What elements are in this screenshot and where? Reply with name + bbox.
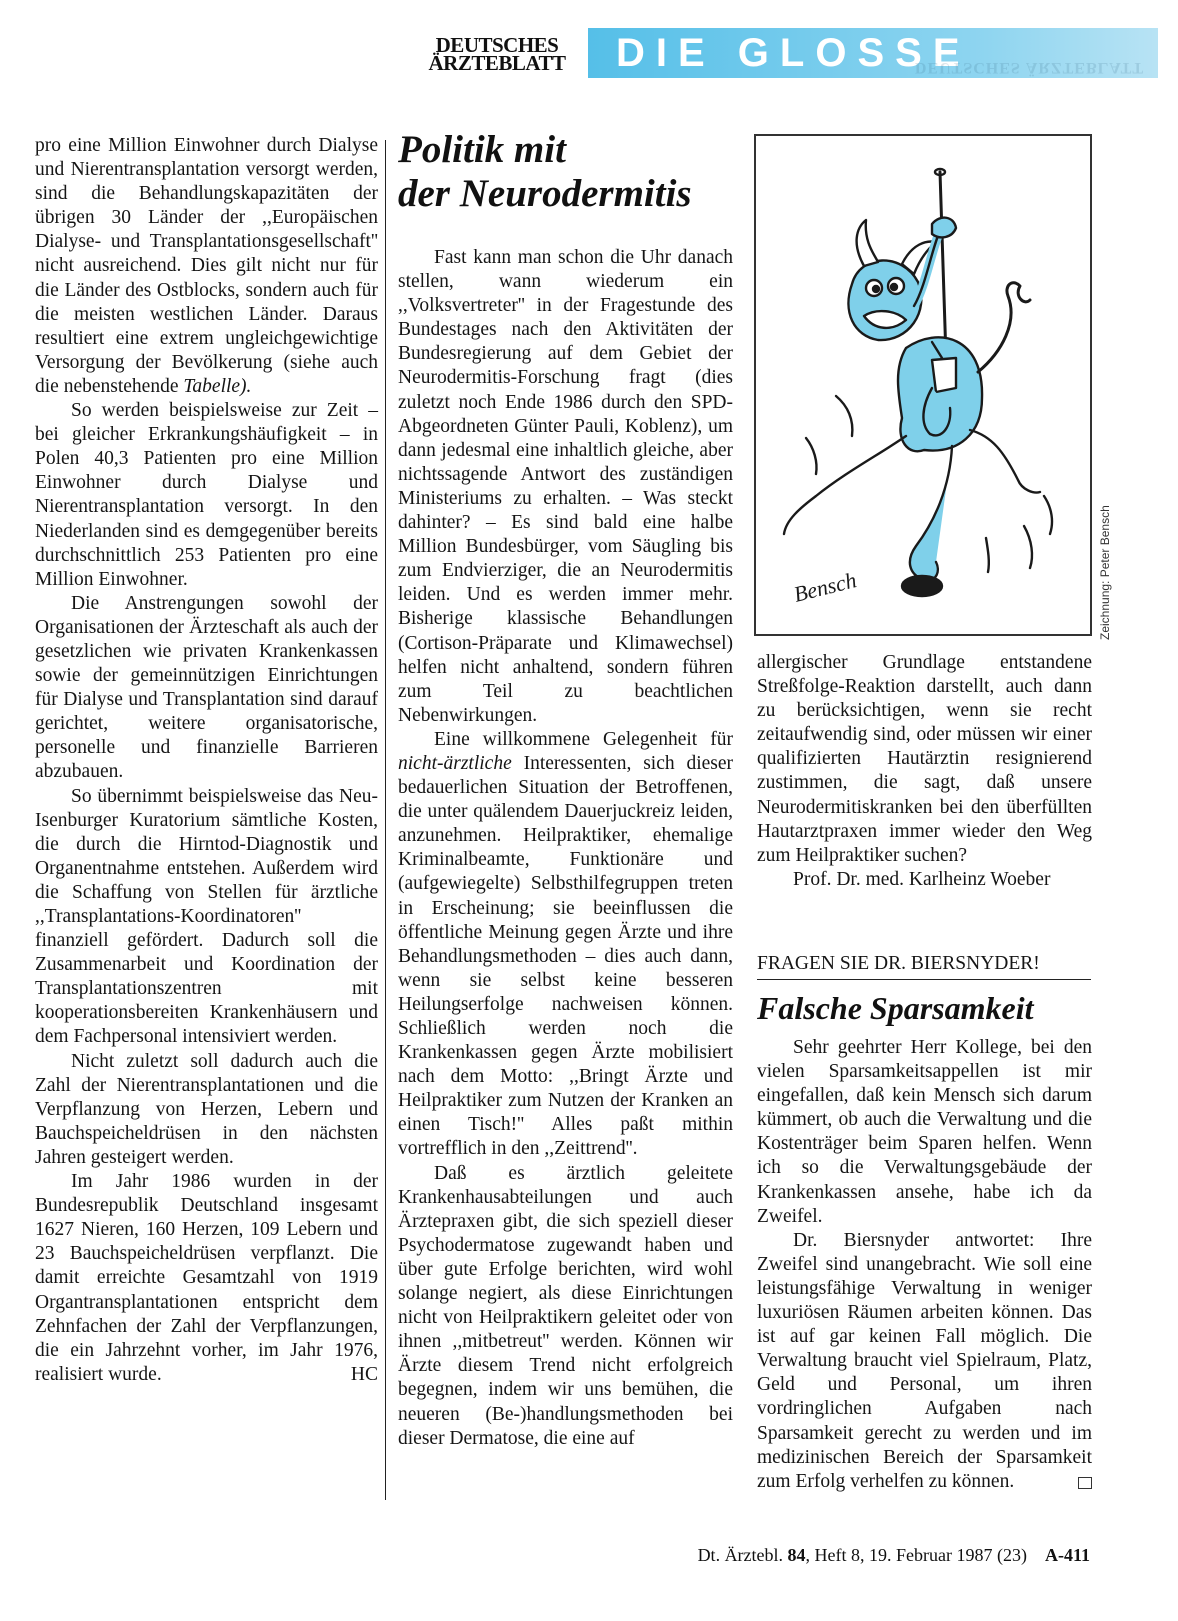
page-footer <box>600 1544 1090 1566</box>
footer-volume: 84 <box>787 1545 806 1565</box>
end-mark-icon <box>1078 1477 1092 1489</box>
devil-drawing <box>756 136 1090 634</box>
column-left-paragraph: Die Anstrengungen sowohl der Organisationen der Ärzteschaft als auch der gesetzlichen wie privaten Krankenkassen sowie der gemeinnützigen Einrichtungen für Dialyse und Transplantation sind darauf gerichtet, weitere organisatorische, personelle und finanzielle Barrieren abzubauen. <box>35 592 378 783</box>
banner-show-through: DEUTSCHES ÄRZTEBLATT <box>914 59 1144 76</box>
logo-line-1: DEUTSCHES <box>435 33 559 57</box>
column-left <box>35 134 378 1387</box>
article-paragraph: Daß es ärztlich geleitete Krankenhausabteilungen und auch Ärztepraxen gibt, die sich speziell dieser Psychodermatose zugewandt haben und über gute Erfolge berichten, wird wohl solange negiert, als diese Einrichtungen nicht von Heilpraktikern geleitet oder von ihnen ,,mitbetreut'' werden. Können wir Ärzte diesem Trend nicht erfolgreich begegnen, indem wir uns bemühen, die neueren (Be-)handlungsmethoden bei dieser Dermatose, die eine auf <box>398 1162 733 1449</box>
article-kicker: FRAGEN SIE DR. BIERSNYDER! <box>757 952 1091 980</box>
article-headline <box>398 128 743 216</box>
illustration-credit-text: Zeichnung: Peter Bensch <box>1098 505 1112 640</box>
article-paragraph: allergischer Grundlage entstandene Streßfolge-Reaktion darstellt, auch dann zu berücksichtigen, wenn sie recht zeitaufwendig sind, oder müssen wir einer qualifizierten Hautärztin resignierend zustimmen, die sagt, daß unsere Neurodermitiskranken bei den überfüllten Hautarztpraxen immer wieder den Weg zum Heilpraktiker suchen? <box>757 652 1092 866</box>
emphasis-text: nicht-ärztliche <box>398 752 512 774</box>
column-right-continuation <box>757 651 1092 892</box>
column-left-paragraph: pro eine Million Einwohner durch Dialyse und Nierentransplantation versorgt werden, sind die Behandlungskapazitäten der übrigen 30 Länder der ,,Europäischen Dialyse- und Transplantationsgesellschaft'' nicht ausreichend. Dies gilt nicht nur für die Länder des Ostblocks, sondern auch für die meisten westlichen Länder. Daraus resultiert eine extrem ungleichgewichtige Versorgung der Bevölkerung (siehe auch die nebenstehende Tabelle). <box>35 135 378 397</box>
footer-journal: Dt. Ärztebl. <box>697 1545 784 1565</box>
footer-page-number: A-411 <box>1045 1545 1090 1565</box>
table-reference: Tabelle). <box>183 375 252 397</box>
headline-line-2: der Neurodermitis <box>398 172 692 215</box>
masthead <box>412 28 1158 80</box>
headline-line-1: Politik mit <box>398 128 566 171</box>
logo-line-2: ÄRZTEBLATT <box>428 51 566 75</box>
article-paragraph: Fast kann man schon die Uhr danach stellen, wann wiederum ein ,,Volksvertreter'' in der Fragestunde des Bundestages nach den Aktivitäten der Bundesregierung auf dem Gebiet der Neurodermitis-Forschung fragt (dies zuletzt noch Ende 1986 durch den SPD-Abgeordneten Günter Pauli, Koblenz), um dann jedesmal eine inhaltlich gleiche, aber nichtssagende Antwort des zuständigen Ministeriums zu erhalten. – Was steckt dahinter? – Es sind bald eine halbe Million Bundesbürger, vom Säugling bis zum Endvierziger, die an Neurodermitis leiden. Und es werden immer mehr. Bisherige klassische Behandlungen (Cortison-Präparate und Klimawechsel) helfen nicht anhaltend, sondern führen zum Teil zu beachtlichen Nebenwirkungen. <box>398 247 733 726</box>
author-initials: HC <box>350 1363 378 1385</box>
column-left-paragraph: Nicht zuletzt soll dadurch auch die Zahl der Nierentransplantationen und die Verpflanzung von Herzen, Lebern und Bauchspeicheldrüsen in den nächsten Jahren gesteigert werden. <box>35 1050 378 1168</box>
column-right-article <box>757 1036 1092 1494</box>
article-paragraph: Eine willkommene Gelegenheit für nicht-ärztliche Interessenten, sich dieser bedauerlichen Situation der Betroffenen, die unter quälendem Dauerjuckreiz leiden, anzunehmen. Heilpraktiker, ehemalige Kriminalbeamte, Funktionäre und (aufgewiegelte) Selbsthilfegruppen treten in Erscheinung; sie beeinflussen die öffentliche Meinung gegen Ärzte und ihre Behandlungsmethoden – dies auch dann, wenn sie selbst keine besseren Heilungserfolge nachweisen können. Schließlich werden noch die Krankenkassen gegen Ärzte mobilisiert nach dem Motto: ,,Bringt Ärzte und Heilpraktiker zum Nutzen der Kranken an einen Tisch!'' Alles paßt mithin vortrefflich in den ,,Zeittrend''. <box>398 728 734 1160</box>
column-left-paragraph: So werden beispielsweise zur Zeit – bei gleicher Erkrankungshäufigkeit – in Polen 40,3 Patienten pro eine Million Einwohner durch Dialyse und Nierentransplantation versorgt. In den Niederlanden sind es demgegenüber bereits durchschnittlich 253 Patienten pro eine Million Einwohner. <box>35 400 378 590</box>
article-paragraph: Dr. Biersnyder antwortet: Ihre Zweifel sind unangebracht. Wie soll eine leistungsfähige Verwaltung in weniger luxuriösen Räumen arbeiten können. Das ist auf gar keinen Fall möglich. Die Verwaltung braucht viel Spielraum, Platz, Geld und Personal, um ihren vordringlichen Aufgaben nach Sparsamkeit gerecht zu werden und im medizinischen Bereich der Sparsamkeit zum Erfolg verhelfen zu können. <box>757 1229 1092 1492</box>
section-title: DIE GLOSSE <box>616 31 971 75</box>
journal-logo <box>412 33 582 75</box>
footer-issue: , Heft 8, 19. Februar 1987 (23) <box>805 1545 1027 1565</box>
column-middle <box>398 246 733 1451</box>
cartoon-illustration <box>754 134 1092 636</box>
article-paragraph: Sehr geehrter Herr Kollege, bei den vielen Sparsamkeitsappellen ist mir eingefallen, daß kein Mensch sich darum kümmert, ob auch die Verwaltung und die Kostenträger beim Sparen helfen. Wenn ich so die Verwaltungsgebäude der Krankenkassen ansehe, habe ich da Zweifel. <box>757 1037 1092 1227</box>
article-headline-2: Falsche Sparsamkeit <box>757 990 1034 1026</box>
artist-signature: Bensch <box>791 567 859 607</box>
column-left-paragraph: So übernimmt beispielsweise das Neu-Isenburger Kuratorium sämtliche Kosten, die durch die Hirntod-Diagnostik und Organentnahme entstehen. Außerdem wird die Schaffung von Stellen für ärztliche ,,Transplantations-Koordinatoren'' finanziell gefördert. Dadurch soll die Zusammenarbeit und Koordination der Transplantationszentren mit kooperationsbereiten Krankenhäusern und dem Fachpersonal intensiviert werden. <box>35 785 378 1048</box>
column-divider <box>385 140 386 1500</box>
section-banner <box>588 28 1158 78</box>
author-byline: Prof. Dr. med. Karlheinz Woeber <box>793 868 1051 890</box>
column-left-paragraph: Im Jahr 1986 wurden in der Bundesrepublik Deutschland insgesamt 1627 Nieren, 160 Herzen, 109 Lebern und 23 Bauchspeicheldrüsen verpflanzt. Die damit erreichte Gesamtzahl von 1919 Organtransplantationen entspricht dem Zehnfachen der Zahl der Verpflanzungen, die ein Jahrzehnt vorher, im Jahr 1976, realisiert wurde. HC <box>35 1170 378 1387</box>
